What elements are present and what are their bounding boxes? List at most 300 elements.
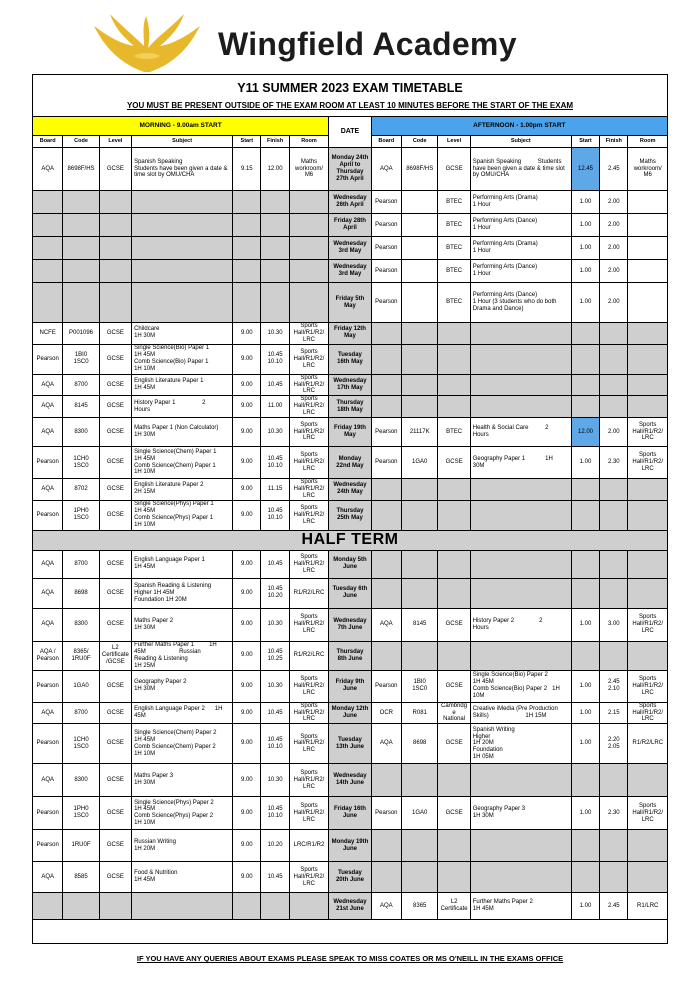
- pm-empty-cell: [628, 641, 668, 670]
- am-level: GCSE: [99, 797, 131, 830]
- am-level: GCSE: [99, 578, 131, 608]
- exam-row: [33, 578, 668, 608]
- am-start: 9.00: [233, 500, 261, 530]
- pm-board: Pearson: [371, 214, 401, 237]
- am-board: AQA: [33, 418, 63, 447]
- pm-subject: Geography Paper 3 1H 30M: [470, 797, 571, 830]
- pm-code: [402, 283, 438, 323]
- am-subject: Food & Nutrition 1H 45M: [132, 862, 233, 893]
- pm-empty-cell: [371, 830, 401, 862]
- am-level: GCSE: [99, 479, 131, 501]
- pm-empty-cell: [402, 344, 438, 374]
- pm-empty-cell: [600, 396, 628, 418]
- page-title: Y11 SUMMER 2023 EXAM TIMETABLE: [237, 81, 463, 95]
- pm-room: Sports Hall/R1/R2/ LRC: [628, 447, 668, 479]
- pm-room: R1/R2/LRC: [628, 724, 668, 764]
- pm-board: Pearson: [371, 237, 401, 260]
- am-empty-cell: [261, 260, 289, 283]
- pm-board: Pearson: [371, 670, 401, 702]
- exam-date: Monday 19th June: [329, 830, 371, 862]
- am-col-header-finish: Finish: [261, 136, 289, 148]
- pm-start: 1.00: [571, 797, 599, 830]
- exam-row: [33, 260, 668, 283]
- am-room: Sports Hall/R1/R2/ LRC: [289, 862, 328, 893]
- pm-finish: 2.00: [600, 260, 628, 283]
- pm-empty-cell: [628, 344, 668, 374]
- am-empty-cell: [289, 260, 328, 283]
- pm-empty-cell: [438, 550, 470, 578]
- am-code: 1CH0 1SC0: [63, 724, 99, 764]
- pm-empty-cell: [371, 479, 401, 501]
- am-empty-cell: [99, 191, 131, 214]
- am-empty-cell: [289, 237, 328, 260]
- exam-row: [33, 344, 668, 374]
- am-room: Sports Hall/R1/R2/ LRC: [289, 500, 328, 530]
- pm-empty-cell: [571, 550, 599, 578]
- am-finish: 10.45 10.10: [261, 344, 289, 374]
- am-board: AQA: [33, 608, 63, 641]
- am-finish: 10.45 10.10: [261, 500, 289, 530]
- pm-subject: Performing Arts (Dance) 1 Hour: [470, 214, 571, 237]
- school-name: Wingfield Academy: [218, 26, 517, 62]
- exam-date: Friday 9th June: [329, 670, 371, 702]
- pm-empty-cell: [371, 323, 401, 345]
- pm-board: Pearson: [371, 797, 401, 830]
- pm-empty-cell: [600, 344, 628, 374]
- exam-date: Friday 12th May: [329, 323, 371, 345]
- pm-level: BTEC: [438, 260, 470, 283]
- pm-col-header-code: Code: [402, 136, 438, 148]
- half-term-banner: HALF TERM: [33, 530, 668, 550]
- exam-date: Friday 19th May: [329, 418, 371, 447]
- am-finish: 10.45: [261, 550, 289, 578]
- am-finish: 10.45: [261, 862, 289, 893]
- am-start: 9.00: [233, 344, 261, 374]
- am-col-header-level: Level: [99, 136, 131, 148]
- pm-level: BTEC: [438, 237, 470, 260]
- am-subject: English Literature Paper 1 1H 45M: [132, 374, 233, 396]
- pm-empty-cell: [402, 578, 438, 608]
- pm-level: BTEC: [438, 418, 470, 447]
- am-subject: Geography Paper 2 1H 30M: [132, 670, 233, 702]
- am-subject: Spanish Speaking Students have been given a date & time slot by OMU/CHA: [132, 148, 233, 191]
- pm-code: [402, 191, 438, 214]
- am-level: GCSE: [99, 500, 131, 530]
- pm-empty-cell: [470, 764, 571, 797]
- am-start: 9.00: [233, 797, 261, 830]
- am-level: GCSE: [99, 830, 131, 862]
- am-level: GCSE: [99, 702, 131, 724]
- pm-empty-cell: [438, 396, 470, 418]
- am-empty-cell: [289, 283, 328, 323]
- am-empty-cell: [261, 191, 289, 214]
- am-board: NCFE: [33, 323, 63, 345]
- pm-code: [402, 237, 438, 260]
- exam-date: Friday 16th June: [329, 797, 371, 830]
- am-col-header-subject: Subject: [132, 136, 233, 148]
- am-empty-cell: [132, 191, 233, 214]
- am-code: 1PH0 1SC0: [63, 500, 99, 530]
- pm-board: Pearson: [371, 447, 401, 479]
- am-col-header-board: Board: [33, 136, 63, 148]
- exam-row: [33, 418, 668, 447]
- pm-col-header-start: Start: [571, 136, 599, 148]
- header: [32, 10, 668, 80]
- am-code: 1CH0 1SC0: [63, 447, 99, 479]
- exam-row: [33, 830, 668, 862]
- am-room: Sports Hall/R1/R2/ LRC: [289, 702, 328, 724]
- pm-finish: 2.30: [600, 797, 628, 830]
- am-room: Sports Hall/R1/R2/ LRC: [289, 447, 328, 479]
- exam-date: Wednesday 3rd May: [329, 260, 371, 283]
- am-code: 1RU0F: [63, 830, 99, 862]
- am-empty-cell: [63, 214, 99, 237]
- am-start: 9.00: [233, 670, 261, 702]
- pm-col-header-room: Room: [628, 136, 668, 148]
- am-start: 9.00: [233, 724, 261, 764]
- am-subject: Single Science(Phys) Paper 1 1H 45M Comb Science(Phys) Paper 1 1H 10M: [132, 500, 233, 530]
- pm-subject: Single Science(Bio) Paper 2 1H 45M Comb Science(Bio) Paper 2 1H 10M: [470, 670, 571, 702]
- pm-empty-cell: [438, 500, 470, 530]
- pm-empty-cell: [600, 323, 628, 345]
- pm-subject: Spanish Speaking Students have been given a date & time slot by OMU/CHA: [470, 148, 571, 191]
- exam-date: Wednesday 14th June: [329, 764, 371, 797]
- pm-empty-cell: [470, 396, 571, 418]
- pm-empty-cell: [600, 830, 628, 862]
- am-empty-cell: [99, 214, 131, 237]
- am-subject: English Language Paper 2 1H 45M: [132, 702, 233, 724]
- pm-finish: 2.00: [600, 214, 628, 237]
- am-room: Sports Hall/R1/R2/ LRC: [289, 797, 328, 830]
- am-level: GCSE: [99, 344, 131, 374]
- pm-empty-cell: [402, 764, 438, 797]
- pm-subject: Creative iMedia (Pre Production Skills) 1H 15M: [470, 702, 571, 724]
- am-start: 9.00: [233, 479, 261, 501]
- am-level: GCSE: [99, 374, 131, 396]
- exam-date: Wednesday 24th May: [329, 479, 371, 501]
- am-finish: 11.15: [261, 479, 289, 501]
- pm-empty-cell: [402, 323, 438, 345]
- am-finish: 10.45 10.25: [261, 641, 289, 670]
- am-start: 9.00: [233, 641, 261, 670]
- exam-row: [33, 608, 668, 641]
- pm-empty-cell: [571, 830, 599, 862]
- pm-room: Sports Hall/R1/R2/ LRC: [628, 702, 668, 724]
- pm-code: 8698: [402, 724, 438, 764]
- am-room: Sports Hall/R1/R2/ LRC: [289, 670, 328, 702]
- am-subject: Single Science(Chem) Paper 2 1H 45M Comb Science(Chem) Paper 2 1H 10M: [132, 724, 233, 764]
- pm-start: 12.00: [571, 418, 599, 447]
- am-board: AQA / Pearson: [33, 641, 63, 670]
- pm-room: [628, 214, 668, 237]
- pm-empty-cell: [600, 578, 628, 608]
- pm-empty-cell: [628, 479, 668, 501]
- am-start: 9.00: [233, 396, 261, 418]
- exam-row: [33, 764, 668, 797]
- exam-row: [33, 797, 668, 830]
- am-start: 9.00: [233, 323, 261, 345]
- pm-board: Pearson: [371, 191, 401, 214]
- am-empty-cell: [99, 237, 131, 260]
- pm-empty-cell: [571, 344, 599, 374]
- morning-header: MORNING - 9.00am START: [33, 117, 329, 136]
- exam-row: [33, 724, 668, 764]
- am-subject: Further Maths Paper 1 1H 45M Russian Reading & Listening 1H 25M: [132, 641, 233, 670]
- pm-subject: Spanish Writing Higher 1H 20M Foundation 1H 05M: [470, 724, 571, 764]
- pm-empty-cell: [402, 862, 438, 893]
- pm-room: [628, 260, 668, 283]
- exam-date: Wednesday 17th May: [329, 374, 371, 396]
- am-room: Sports Hall/R1/R2/ LRC: [289, 724, 328, 764]
- pm-level: GCSE: [438, 724, 470, 764]
- pm-empty-cell: [371, 500, 401, 530]
- pm-start: 1.00: [571, 608, 599, 641]
- footer-notice: IF YOU HAVE ANY QUERIES ABOUT EXAMS PLEASE SPEAK TO MISS COATES OR MS O'NEILL IN THE EXAMS OFFICE: [136, 954, 564, 963]
- pm-room: [628, 237, 668, 260]
- pm-level: GCSE: [438, 670, 470, 702]
- pm-level: GCSE: [438, 148, 470, 191]
- pm-col-header-board: Board: [371, 136, 401, 148]
- exam-date: Tuesday 13th June: [329, 724, 371, 764]
- pm-empty-cell: [438, 830, 470, 862]
- pm-start: 1.00: [571, 724, 599, 764]
- am-code: 8300: [63, 418, 99, 447]
- pm-code: 8365: [402, 893, 438, 920]
- am-level: GCSE: [99, 764, 131, 797]
- am-start: 9.15: [233, 148, 261, 191]
- am-empty-cell: [99, 260, 131, 283]
- pm-empty-cell: [470, 479, 571, 501]
- am-level: GCSE: [99, 862, 131, 893]
- pm-empty-cell: [371, 578, 401, 608]
- am-empty-cell: [261, 214, 289, 237]
- am-board: AQA: [33, 578, 63, 608]
- pm-col-header-level: Level: [438, 136, 470, 148]
- pm-board: OCR: [371, 702, 401, 724]
- exam-row: [33, 283, 668, 323]
- exam-row: [33, 396, 668, 418]
- am-empty-cell: [233, 214, 261, 237]
- am-empty-cell: [233, 283, 261, 323]
- am-code: 8365/ 1RU0F: [63, 641, 99, 670]
- pm-code: [402, 260, 438, 283]
- pm-board: AQA: [371, 608, 401, 641]
- pm-empty-cell: [402, 500, 438, 530]
- am-start: 9.00: [233, 418, 261, 447]
- pm-empty-cell: [371, 550, 401, 578]
- am-empty-cell: [233, 893, 261, 920]
- pm-empty-cell: [600, 479, 628, 501]
- pm-empty-cell: [371, 862, 401, 893]
- am-room: Sports Hall/R1/R2/ LRC: [289, 418, 328, 447]
- exam-date: Wednesday 26th April: [329, 191, 371, 214]
- am-col-header-code: Code: [63, 136, 99, 148]
- exam-row: [33, 550, 668, 578]
- pm-empty-cell: [600, 862, 628, 893]
- pm-empty-cell: [371, 344, 401, 374]
- pm-finish: 2.00: [600, 283, 628, 323]
- pm-empty-cell: [470, 323, 571, 345]
- am-empty-cell: [132, 893, 233, 920]
- am-finish: 10.45 10.10: [261, 797, 289, 830]
- pm-empty-cell: [402, 550, 438, 578]
- pm-board: Pearson: [371, 260, 401, 283]
- exam-date: Wednesday 7th June: [329, 608, 371, 641]
- pm-empty-cell: [600, 374, 628, 396]
- pm-subject: History Paper 2 2 Hours: [470, 608, 571, 641]
- am-board: AQA: [33, 764, 63, 797]
- pm-start: 1.00: [571, 670, 599, 702]
- pm-empty-cell: [470, 500, 571, 530]
- pm-empty-cell: [470, 578, 571, 608]
- am-room: Sports Hall/R1/R2/ LRC: [289, 550, 328, 578]
- pm-empty-cell: [628, 764, 668, 797]
- am-code: 1BI0 1SC0: [63, 344, 99, 374]
- am-empty-cell: [63, 237, 99, 260]
- am-level: GCSE: [99, 670, 131, 702]
- am-finish: 10.45 10.10: [261, 724, 289, 764]
- am-code: 1GA0: [63, 670, 99, 702]
- pm-subject: Further Maths Paper 2 1H 45M: [470, 893, 571, 920]
- pm-finish: 2.45 2.10: [600, 670, 628, 702]
- pm-empty-cell: [600, 550, 628, 578]
- am-subject: Maths Paper 2 1H 30M: [132, 608, 233, 641]
- am-finish: 10.30: [261, 608, 289, 641]
- am-board: AQA: [33, 550, 63, 578]
- pm-empty-cell: [438, 764, 470, 797]
- am-subject: Maths Paper 3 1H 30M: [132, 764, 233, 797]
- am-finish: 11.00: [261, 396, 289, 418]
- pm-empty-cell: [571, 323, 599, 345]
- exam-date: Monday 24th April to Thursday 27th April: [329, 148, 371, 191]
- exam-row: [33, 862, 668, 893]
- am-board: Pearson: [33, 724, 63, 764]
- pm-empty-cell: [470, 374, 571, 396]
- pm-finish: 2.00: [600, 191, 628, 214]
- am-empty-cell: [33, 214, 63, 237]
- am-code: 8585: [63, 862, 99, 893]
- pm-empty-cell: [438, 862, 470, 893]
- pm-level: Cambridge National: [438, 702, 470, 724]
- am-board: AQA: [33, 479, 63, 501]
- pm-empty-cell: [628, 323, 668, 345]
- pm-empty-cell: [600, 641, 628, 670]
- am-room: Sports Hall/R1/R2/ LRC: [289, 323, 328, 345]
- pm-room: [628, 283, 668, 323]
- pm-room: [628, 191, 668, 214]
- pm-empty-cell: [571, 500, 599, 530]
- pm-empty-cell: [438, 323, 470, 345]
- am-col-header-start: Start: [233, 136, 261, 148]
- am-empty-cell: [132, 260, 233, 283]
- am-finish: 10.45 10.20: [261, 578, 289, 608]
- am-finish: 10.30: [261, 670, 289, 702]
- am-empty-cell: [233, 260, 261, 283]
- am-level: GCSE: [99, 447, 131, 479]
- am-board: Pearson: [33, 447, 63, 479]
- exam-date: Thursday 8th June: [329, 641, 371, 670]
- pm-board: Pearson: [371, 418, 401, 447]
- pm-empty-cell: [628, 578, 668, 608]
- pm-level: GCSE: [438, 797, 470, 830]
- pm-room: Sports Hall/R1/R2/ LRC: [628, 608, 668, 641]
- pm-code: 1GA0: [402, 797, 438, 830]
- am-start: 9.00: [233, 578, 261, 608]
- exam-timetable: [32, 116, 668, 920]
- exam-date: Friday 28th April: [329, 214, 371, 237]
- pm-empty-cell: [371, 764, 401, 797]
- am-level: GCSE: [99, 396, 131, 418]
- pm-empty-cell: [628, 830, 668, 862]
- pm-subject: Performing Arts (Drama) 1 Hour: [470, 191, 571, 214]
- pm-start: 1.00: [571, 214, 599, 237]
- pm-subject: Geography Paper 1 1H 30M: [470, 447, 571, 479]
- pm-finish: 2.45: [600, 893, 628, 920]
- am-start: 9.00: [233, 550, 261, 578]
- pm-finish: 2.15: [600, 702, 628, 724]
- am-finish: 10.30: [261, 418, 289, 447]
- pm-code: 21117K: [402, 418, 438, 447]
- am-empty-cell: [132, 214, 233, 237]
- pm-empty-cell: [571, 479, 599, 501]
- pm-level: BTEC: [438, 283, 470, 323]
- exam-row: [33, 237, 668, 260]
- am-empty-cell: [33, 191, 63, 214]
- am-board: AQA: [33, 148, 63, 191]
- pm-code: 8698F/HS: [402, 148, 438, 191]
- pm-empty-cell: [402, 479, 438, 501]
- am-subject: Russian Writing 1H 20M: [132, 830, 233, 862]
- am-board: AQA: [33, 374, 63, 396]
- am-board: Pearson: [33, 830, 63, 862]
- am-subject: English Literature Paper 2 2H 15M: [132, 479, 233, 501]
- am-empty-cell: [63, 893, 99, 920]
- exam-date: Friday 5th May: [329, 283, 371, 323]
- am-subject: English Language Paper 1 1H 45M: [132, 550, 233, 578]
- am-code: 8700: [63, 702, 99, 724]
- pm-room: Maths workroom/ M6: [628, 148, 668, 191]
- arrival-notice: YOU MUST BE PRESENT OUTSIDE OF THE EXAM ROOM AT LEAST 10 MINUTES BEFORE THE START OF THE EXAM: [126, 101, 574, 110]
- pm-empty-cell: [571, 396, 599, 418]
- pm-finish: 2.30: [600, 447, 628, 479]
- exam-row: [33, 191, 668, 214]
- pm-empty-cell: [438, 641, 470, 670]
- pm-code: 8145: [402, 608, 438, 641]
- pm-empty-cell: [402, 374, 438, 396]
- exam-date: Thursday 25th May: [329, 500, 371, 530]
- pm-empty-cell: [628, 500, 668, 530]
- pm-empty-cell: [371, 641, 401, 670]
- pm-start: 1.00: [571, 702, 599, 724]
- am-subject: Single Science(Bio) Paper 1 1H 45M Comb Science(Bio) Paper 1 1H 10M: [132, 344, 233, 374]
- am-code: P001096: [63, 323, 99, 345]
- exam-date: Wednesday 21st June: [329, 893, 371, 920]
- am-empty-cell: [33, 283, 63, 323]
- phoenix-logo-icon: [82, 12, 212, 78]
- exam-date: Wednesday 3rd May: [329, 237, 371, 260]
- am-subject: Single Science(Chem) Paper 1 1H 45M Comb Science(Chem) Paper 1 1H 10M: [132, 447, 233, 479]
- am-empty-cell: [233, 237, 261, 260]
- am-subject: Childcare 1H 30M: [132, 323, 233, 345]
- pm-empty-cell: [402, 396, 438, 418]
- am-room: LRC/R1/R2: [289, 830, 328, 862]
- pm-empty-cell: [438, 578, 470, 608]
- exam-date: Monday 5th June: [329, 550, 371, 578]
- pm-board: AQA: [371, 893, 401, 920]
- am-code: 1PH0 1SC0: [63, 797, 99, 830]
- pm-level: BTEC: [438, 191, 470, 214]
- am-level: GCSE: [99, 323, 131, 345]
